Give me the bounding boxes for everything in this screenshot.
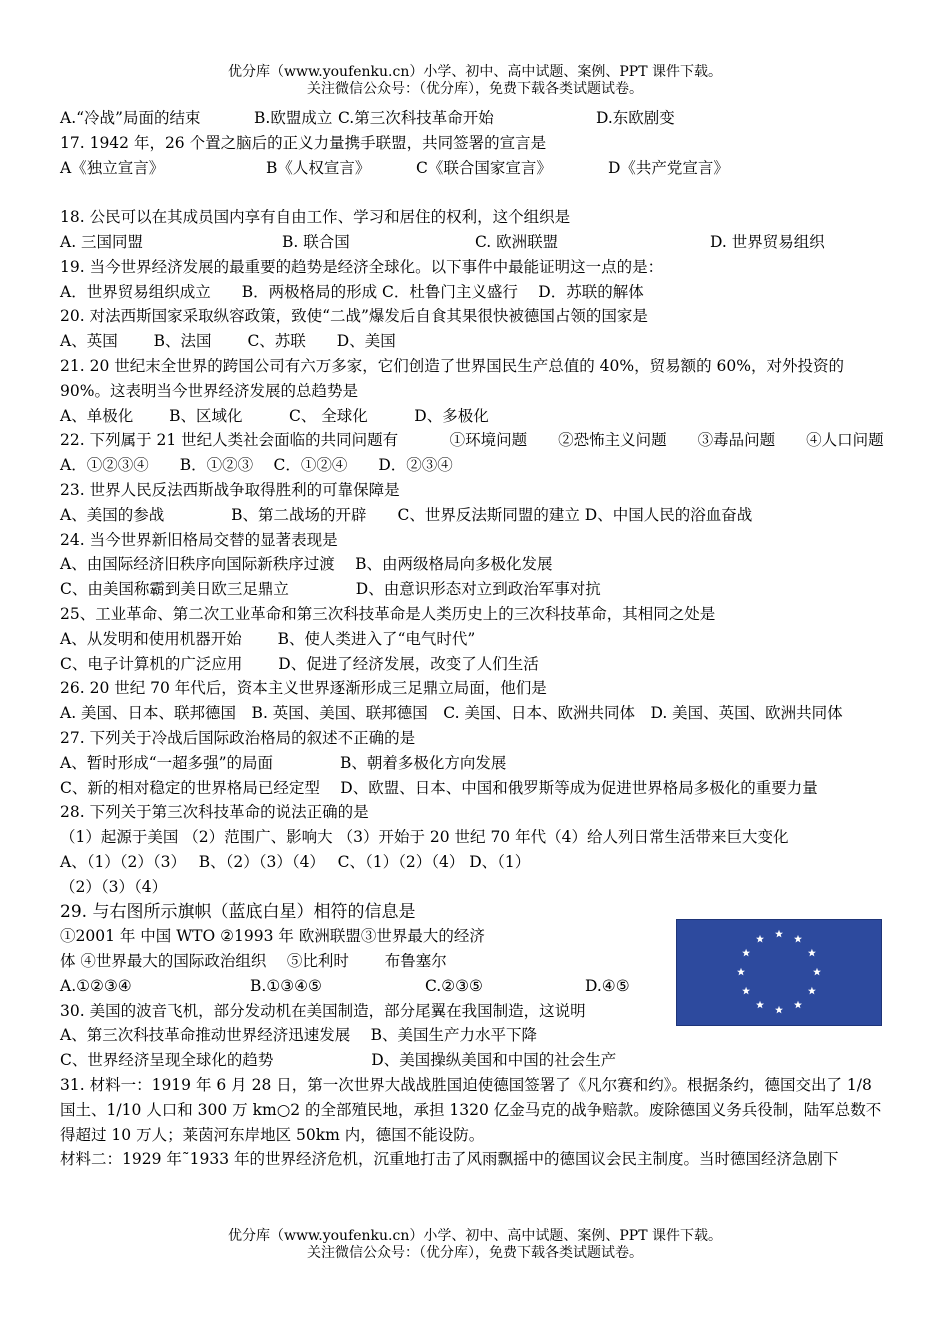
header-line-1: 优分库（www.youfenku.cn）小学、初中、高中试题、案例、PPT 课件下载。 [227, 64, 722, 80]
q16-options [60, 106, 892, 131]
star-icon [808, 949, 816, 957]
star-icon [775, 1006, 783, 1014]
q31-material-1: 31. 材料一：1919 年 6 月 28 日，第一次世界大战战胜国迫使德国签署了《凡尔赛和约》。根据条约，德国交出了 1/8 国土、1/10 人口和 300 万 km○2 的全部殖民地，承担 1320 亿金马克的战争赔款。废除德国义务兵役制，陆军总数不得超过 10 万人；莱茵河东岸地区 50km 内，德国不能设防。 [60, 1076, 882, 1144]
q28-items: （1）起源于美国 （2）范围广、影响大 （3）开始于 20 世纪 70 年代（4）给人列日常生活带来巨大变化 [60, 828, 789, 847]
page-header [0, 64, 950, 98]
q30-options-cd: C、世界经济呈现全球化的趋势 D、美国操纵美国和中国的社会生产 [60, 1051, 617, 1070]
star-icon [737, 968, 745, 976]
eu-flag-icon [677, 920, 881, 1025]
q16-option-a: A.“冷战”局面的结束 [60, 109, 201, 127]
q29-items-1: ①2001 年 中国 WTO ②1993 年 欧洲联盟③世界最大的经济 [60, 927, 485, 946]
blank-gap [60, 180, 892, 205]
q18-option-c: C. 欧洲联盟 [475, 232, 559, 251]
q18-option-a: A. 三国同盟 [60, 232, 144, 251]
q26-stem: 26. 20 世纪 70 年代后，资本主义世界逐渐形成三足鼎立局面，他们是 [60, 679, 547, 698]
q18-options [60, 230, 892, 255]
star-icon [794, 1001, 802, 1009]
q17-option-a: A《独立宣言》 [60, 158, 165, 177]
q17-options [60, 156, 892, 181]
q24-stem: 24. 当今世界新旧格局交替的显著表现是 [60, 530, 338, 549]
q24-options-cd: C、由美国称霸到美日欧三足鼎立 D、由意识形态对立到政治军事对抗 [60, 580, 601, 599]
star-icon [808, 987, 816, 995]
q18-option-b: B. 联合国 [282, 232, 350, 251]
q16-option-c: C.第三次科技革命开始 [338, 109, 494, 127]
q30-stem: 30. 美国的波音飞机，部分发动机在美国制造，部分尾翼在我国制造，这说明 [60, 1001, 586, 1020]
q25-options-cd: C、电子计算机的广泛应用 D、促进了经济发展，改变了人们生活 [60, 654, 539, 673]
q23-options: A、美国的参战 B、第二战场的开辟 C、世界反法斯同盟的建立 D、中国人民的浴血奋战 [60, 505, 753, 524]
star-icon [794, 935, 802, 943]
q22-stem: 22. 下列属于 21 世纪人类社会面临的共同问题有 ①环境问题 ②恐怖主义问题 ③毒品问题 ④人口问题 [60, 431, 884, 450]
q19-stem: 19. 当今世界经济发展的最重要的趋势是经济全球化。以下事件中最能证明这一点的是： [60, 257, 664, 276]
q27-options-cd: C、新的相对稳定的世界格局已经定型 D、欧盟、日本、中国和俄罗斯等成为促进世界格局多极化的重要力量 [60, 778, 818, 797]
q24-options-ab: A、由国际经济旧秩序向国际新秩序过渡 B、由两级格局向多极化发展 [60, 555, 553, 574]
q16-option-d: D.东欧剧变 [596, 109, 675, 127]
q29-option-d: D.④⑤ [585, 976, 630, 995]
q28-stem: 28. 下列关于第三次科技革命的说法正确的是 [60, 803, 369, 822]
q31-material-2: 材料二：1929 年˜1933 年的世界经济危机，沉重地打击了风雨飘摇中的德国议会民主制度。当时德国经济急剧下 [60, 1150, 839, 1169]
star-icon [756, 935, 764, 943]
q26-options: A. 美国、日本、联邦德国 B. 英国、美国、联邦德国 C. 美国、日本、欧洲共同体 D. 美国、英国、欧洲共同体 [60, 704, 843, 723]
q25-options-ab: A、从发明和使用机器开始 B、使人类进入了“电气时代” [60, 629, 476, 648]
footer-line-2: 关注微信公众号：（优分库），免费下载各类试题试卷。 [307, 1245, 643, 1261]
q17-option-d: D《共产党宣言》 [608, 158, 729, 177]
q21-options: A、单极化 B、区域化 C、 全球化 D、多极化 [60, 406, 489, 425]
q17-option-c: C《联合国家宣言》 [416, 158, 552, 177]
q28-options-1: A、（1）（2）（3） B、（2）（3）（4） C、（1）（2）（4） D、（1） [60, 852, 531, 871]
footer-line-1: 优分库（www.youfenku.cn）小学、初中、高中试题、案例、PPT 课件下载。 [227, 1228, 722, 1244]
q23-stem: 23. 世界人民反法西斯战争取得胜利的可靠保障是 [60, 480, 400, 499]
q19-options: A．世界贸易组织成立 B．两极格局的形成 C．杜鲁门主义盛行 D．苏联的解体 [60, 282, 644, 301]
q17-option-b: B《人权宣言》 [266, 158, 371, 177]
q16-option-b: B.欧盟成立 [254, 109, 333, 127]
q27-options-ab: A、暂时形成“一超多强”的局面 B、朝着多极化方向发展 [60, 753, 507, 772]
q17-stem: 17. 1942 年，26 个置之脑后的正义力量携手联盟，共同签署的宣言是 [60, 133, 547, 152]
header-line-2: 关注微信公众号：（优分库），免费下载各类试题试卷。 [307, 81, 643, 97]
q29-option-b: B.①③④⑤ [250, 976, 322, 995]
q27-stem: 27. 下列关于冷战后国际政治格局的叙述不正确的是 [60, 728, 416, 747]
q20-stem: 20. 对法西斯国家采取纵容政策，致使“二战”爆发后自食其果很快被德国占领的国家是 [60, 307, 648, 326]
q29-option-c: C.②③⑤ [425, 976, 483, 995]
q30-options-ab: A、第三次科技革命推动世界经济迅速发展 B、美国生产力水平下降 [60, 1026, 538, 1045]
q29-items-2: 体 ④世界最大的国际政治组织 ⑤比利时 布鲁塞尔 [60, 952, 447, 971]
q18-option-d: D. 世界贸易组织 [710, 232, 825, 251]
star-icon [756, 1001, 764, 1009]
q22-options: A．①②③④ B．①②③ C．①②④ D．②③④ [60, 456, 453, 475]
q29-stem: 29. 与右图所示旗帜（蓝底白星）相符的信息是 [60, 901, 416, 922]
q20-options: A、英国 B、法国 C、苏联 D、美国 [60, 332, 396, 351]
q28-options-2: （2）（3）（4） [60, 877, 168, 896]
star-icon [813, 968, 821, 976]
q21-stem: 21. 20 世纪末全世界的跨国公司有六万多家，它们创造了世界国民生产总值的 40%，贸易额的 60%，对外投资的 90%。这表明当今世界经济发展的总趋势是 [60, 356, 844, 400]
page-footer [0, 1228, 950, 1262]
star-icon [742, 987, 750, 995]
q18-stem: 18. 公民可以在其成员国内享有自由工作、学习和居住的权利，这个组织是 [60, 208, 571, 227]
star-icon [742, 949, 750, 957]
eu-flag-image [676, 919, 882, 1026]
star-icon [775, 930, 783, 938]
q25-stem: 25、工业革命、第二次工业革命和第三次科技革命是人类历史上的三次科技革命，其相同之处是 [60, 604, 716, 623]
q29-option-a: A.①②③④ [60, 976, 132, 995]
